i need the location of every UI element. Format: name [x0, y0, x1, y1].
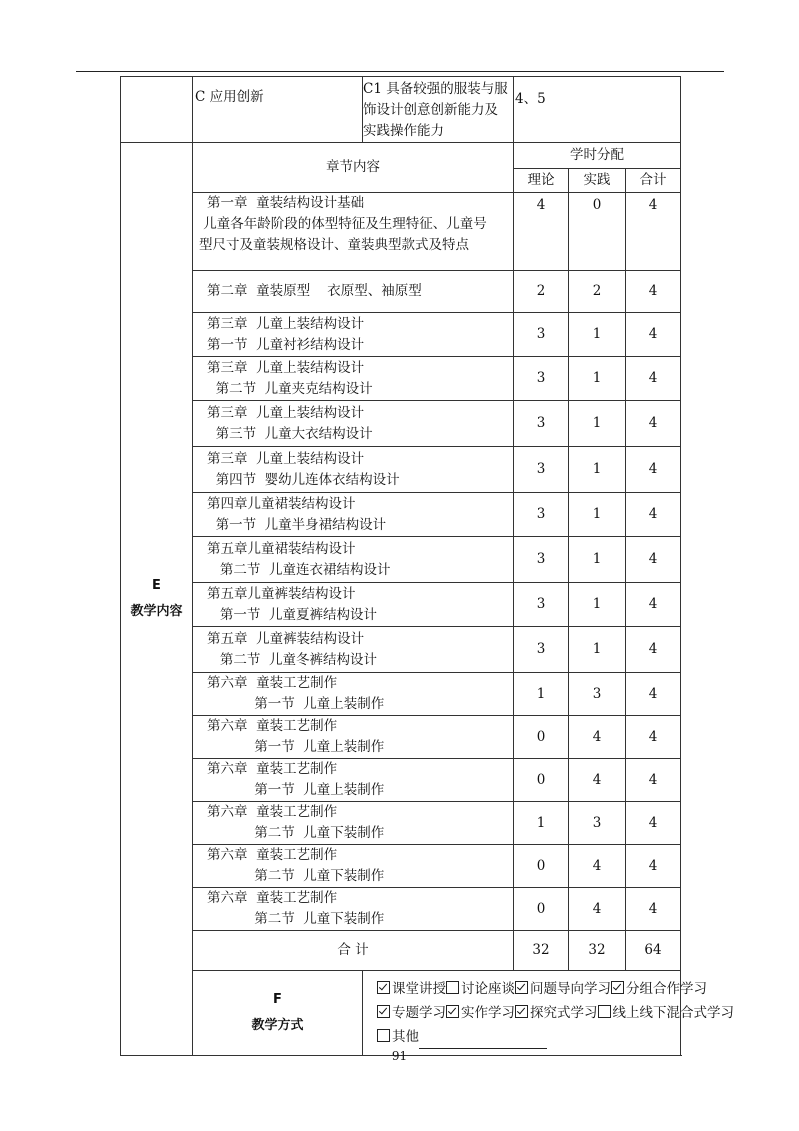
section-f-letter: F: [273, 992, 282, 1007]
theory-hours: 0: [514, 716, 569, 759]
total-hours: 4: [626, 802, 681, 845]
checkbox-checked-icon[interactable]: [611, 981, 624, 994]
sum-label: 合 计: [193, 931, 514, 971]
method-label: 分组合作学习: [626, 981, 707, 997]
total-hours: 4: [626, 537, 681, 583]
practice-hours: 1: [569, 537, 626, 583]
checkbox-checked-icon[interactable]: [446, 1005, 459, 1018]
objective-description: [363, 77, 514, 143]
theory-hours: 3: [514, 357, 569, 401]
practice-hours: 1: [569, 627, 626, 673]
chapter-row: [121, 583, 681, 627]
total-hours: 4: [626, 193, 681, 271]
practice-header: 实践: [569, 169, 626, 193]
total-hours: 4: [626, 627, 681, 673]
chapter-row: [121, 627, 681, 673]
chapter-content: [193, 193, 514, 271]
chapter-line: 第一节 儿童上装制作: [207, 739, 385, 755]
chapter-line: 第四章儿童裙装结构设计: [207, 495, 356, 512]
method-option[interactable]: [611, 977, 707, 1001]
chapter-row: [121, 537, 681, 583]
total-hours: 4: [626, 313, 681, 357]
chapter-line: 第二节 儿童下装制作: [207, 911, 385, 927]
page-number: 91: [391, 1049, 408, 1063]
chapter-line: 第二节 儿童下装制作: [207, 868, 385, 884]
chapter-line: 第一节 儿童衬衫结构设计: [207, 336, 365, 353]
objective-code: C 应用创新: [193, 77, 363, 143]
theory-hours: 0: [514, 759, 569, 802]
total-hours: 4: [626, 493, 681, 537]
hours-header: 学时分配: [514, 143, 681, 169]
checkbox-empty-icon[interactable]: [377, 1029, 390, 1042]
chapter-row: [121, 802, 681, 845]
checkbox-checked-icon[interactable]: [515, 1005, 528, 1018]
total-hours: 4: [626, 271, 681, 313]
method-label: 专题学习: [392, 1005, 446, 1021]
chapter-line: 第四节 婴幼儿连体衣结构设计: [207, 471, 400, 488]
chapter-content: [193, 845, 514, 888]
checkbox-empty-icon[interactable]: [446, 981, 459, 994]
chapter-content: [193, 673, 514, 716]
chapter-line: 第一节 儿童上装制作: [207, 696, 385, 712]
chapter-row: [121, 357, 681, 401]
practice-hours: 1: [569, 357, 626, 401]
chapter-line: 第六章 童装工艺制作: [207, 804, 338, 820]
chapter-line: 第一节 儿童夏裤结构设计: [207, 606, 377, 623]
objective-row: [121, 77, 681, 143]
theory-header: 理论: [514, 169, 569, 193]
chapter-line: 型尺寸及童装规格设计、童装典型款式及特点: [199, 237, 469, 253]
method-option[interactable]: [446, 977, 515, 1001]
hours-header-row: [121, 143, 681, 169]
section-e-label: [121, 143, 193, 1056]
chapter-content: [193, 357, 514, 401]
chapter-content: [193, 401, 514, 447]
total-hours: 4: [626, 716, 681, 759]
theory-hours: 0: [514, 888, 569, 931]
checkbox-checked-icon[interactable]: [377, 1005, 390, 1018]
blank-cell: [121, 77, 193, 143]
theory-hours: 3: [514, 627, 569, 673]
total-hours: 4: [626, 759, 681, 802]
chapter-row: [121, 401, 681, 447]
course-table: [120, 76, 734, 1056]
objective-refs: 4、5: [514, 77, 681, 143]
practice-hours: 4: [569, 845, 626, 888]
chapter-row: [121, 888, 681, 931]
practice-hours: 2: [569, 271, 626, 313]
method-label: 线上线下混合式学习: [612, 1005, 734, 1021]
checkbox-empty-icon[interactable]: [598, 1005, 611, 1018]
section-f-label: [193, 971, 363, 1056]
chapter-line: 第二节 儿童冬裤结构设计: [207, 651, 377, 668]
practice-hours: 1: [569, 447, 626, 493]
section-e-name: 教学内容: [130, 604, 183, 619]
theory-hours: 3: [514, 537, 569, 583]
method-option[interactable]: [515, 1001, 598, 1025]
sum-practice: 32: [569, 931, 626, 971]
method-option[interactable]: [446, 1001, 515, 1025]
chapter-line: 第五章儿童裤装结构设计: [207, 585, 356, 602]
chapter-line: 第三章 儿童上装结构设计: [207, 359, 365, 376]
practice-hours: 3: [569, 673, 626, 716]
chapter-content: [193, 583, 514, 627]
chapter-row: [121, 759, 681, 802]
chapter-line: 第三章 儿童上装结构设计: [207, 315, 365, 332]
chapter-content: [193, 493, 514, 537]
chapter-content: [193, 313, 514, 357]
theory-hours: 3: [514, 401, 569, 447]
total-hours: 4: [626, 401, 681, 447]
objective-line: C1 具备较强的服装与服: [363, 81, 508, 97]
chapter-line: 第二节 儿童下装制作: [207, 825, 385, 841]
practice-hours: 1: [569, 401, 626, 447]
chapter-line: 第六章 童装工艺制作: [207, 847, 338, 863]
total-hours: 4: [626, 673, 681, 716]
chapter-row: [121, 845, 681, 888]
chapter-row: [121, 716, 681, 759]
method-label: 讨论座谈: [461, 981, 515, 997]
chapter-content: [193, 271, 514, 313]
content-header: 章节内容: [193, 143, 514, 193]
total-hours: 4: [626, 583, 681, 627]
objective-line: 实践操作能力: [363, 123, 444, 139]
chapter-line: 第六章 童装工艺制作: [207, 761, 338, 777]
method-option[interactable]: [377, 1025, 475, 1049]
chapter-row: [121, 673, 681, 716]
method-label: 课堂讲授: [392, 981, 446, 997]
chapter-line: 第三章 儿童上装结构设计: [207, 450, 365, 467]
chapter-line: 第二节 儿童连衣裙结构设计: [207, 561, 391, 578]
practice-hours: 4: [569, 759, 626, 802]
chapter-line: 第六章 童装工艺制作: [207, 675, 338, 691]
chapter-content: [193, 447, 514, 493]
chapter-line: 第一章 童装结构设计基础: [207, 195, 365, 211]
chapter-line: 第一节 儿童半身裙结构设计: [207, 516, 387, 533]
other-blank-line[interactable]: [419, 1032, 547, 1049]
practice-hours: 0: [569, 193, 626, 271]
theory-hours: 3: [514, 493, 569, 537]
chapter-row: [121, 271, 681, 313]
chapter-line: 第六章 童装工艺制作: [207, 718, 338, 734]
method-label: 探究式学习: [530, 1005, 598, 1021]
practice-hours: 1: [569, 313, 626, 357]
practice-hours: 3: [569, 802, 626, 845]
section-e-letter: E: [152, 578, 161, 593]
chapter-content: [193, 888, 514, 931]
practice-hours: 1: [569, 583, 626, 627]
methods-row: [121, 971, 681, 1056]
objective-line: 饰设计创意创新能力及: [363, 102, 498, 118]
sum-total: 64: [626, 931, 681, 971]
practice-hours: 4: [569, 888, 626, 931]
chapter-content: [193, 716, 514, 759]
methods-line: [377, 1025, 680, 1049]
chapter-row: [121, 313, 681, 357]
chapter-line: 第二节 儿童夹克结构设计: [207, 380, 373, 397]
theory-hours: 0: [514, 845, 569, 888]
method-option[interactable]: [377, 977, 446, 1001]
chapter-line: 儿童各年龄阶段的体型特征及生理特征、儿童号: [199, 216, 487, 232]
sum-row: [121, 931, 681, 971]
sum-theory: 32: [514, 931, 569, 971]
theory-hours: 2: [514, 271, 569, 313]
chapter-line: 第三章 儿童上装结构设计: [207, 404, 365, 421]
chapter-content: [193, 537, 514, 583]
header-rule: [76, 71, 724, 72]
total-header: 合计: [626, 169, 681, 193]
chapter-row: [121, 447, 681, 493]
theory-hours: 1: [514, 802, 569, 845]
chapter-line: 第五章儿童裙装结构设计: [207, 540, 356, 557]
method-option[interactable]: [515, 977, 611, 1001]
method-label: 问题导向学习: [530, 981, 611, 997]
total-hours: 4: [626, 845, 681, 888]
total-hours: 4: [626, 447, 681, 493]
total-hours: 4: [626, 357, 681, 401]
theory-hours: 4: [514, 193, 569, 271]
method-option[interactable]: [598, 1001, 735, 1025]
chapter-line: 第五章 儿童裤装结构设计: [207, 630, 365, 647]
section-f-name: 教学方式: [251, 1018, 304, 1033]
chapter-content: [193, 627, 514, 673]
theory-hours: 3: [514, 447, 569, 493]
teaching-methods: [363, 971, 734, 1056]
methods-line: [377, 1001, 734, 1025]
practice-hours: 1: [569, 493, 626, 537]
practice-hours: 4: [569, 716, 626, 759]
method-label: 其他: [392, 1029, 419, 1045]
chapter-row: [121, 493, 681, 537]
chapter-content: [193, 759, 514, 802]
checkbox-checked-icon[interactable]: [515, 981, 528, 994]
methods-line: [377, 977, 707, 1001]
checkbox-checked-icon[interactable]: [377, 981, 390, 994]
chapter-line: 第六章 童装工艺制作: [207, 890, 338, 906]
chapter-line: 第二章 童装原型 衣原型、袖原型: [207, 283, 422, 299]
total-hours: 4: [626, 888, 681, 931]
theory-hours: 1: [514, 673, 569, 716]
chapter-content: [193, 802, 514, 845]
chapter-line: 第一节 儿童上装制作: [207, 782, 385, 798]
theory-hours: 3: [514, 583, 569, 627]
method-option[interactable]: [377, 1001, 446, 1025]
method-label: 实作学习: [461, 1005, 515, 1021]
chapter-line: 第三节 儿童大衣结构设计: [207, 425, 373, 442]
theory-hours: 3: [514, 313, 569, 357]
chapter-row: [121, 193, 681, 271]
